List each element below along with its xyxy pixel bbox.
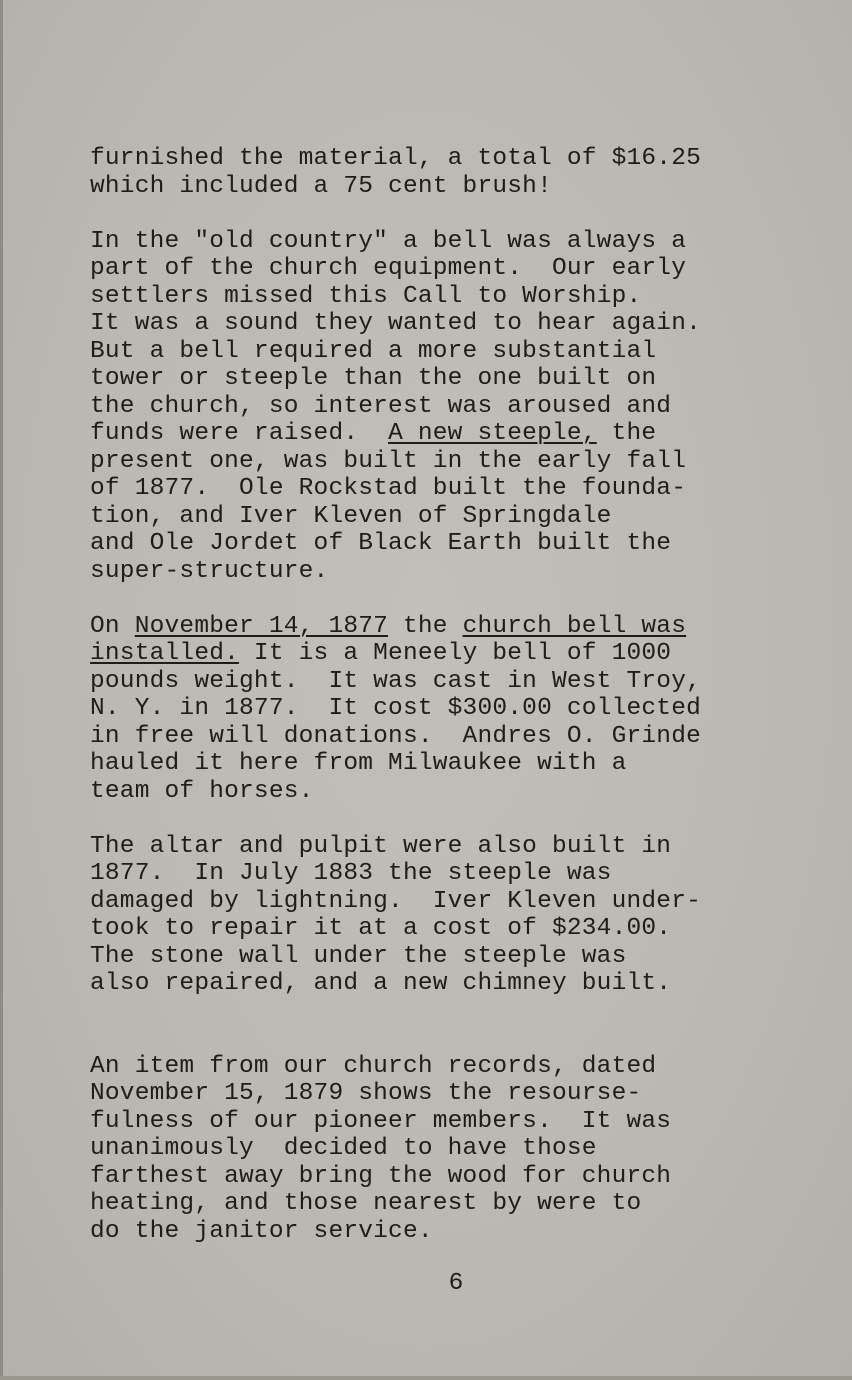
text-line: The altar and pulpit were also built in <box>90 832 672 860</box>
text-line: also repaired, and a new chimney built. <box>90 970 672 997</box>
text-line: and Ole Jordet of Black Earth built the <box>90 530 672 557</box>
text-line: the church, so interest was aroused and <box>90 392 672 420</box>
text-line: part of the church equipment. Our early <box>90 255 687 282</box>
text-line: team of horses. <box>90 777 314 805</box>
page-edge-bottom <box>0 1376 852 1380</box>
text-line: unanimously decided to have those <box>90 1135 597 1162</box>
document-body <box>90 145 790 1273</box>
text-line: farthest away bring the wood for church <box>90 1162 672 1190</box>
text-line <box>90 613 790 641</box>
text-line: furnished the material, a total of $16.25 <box>90 145 701 172</box>
paragraph-4 <box>90 833 790 998</box>
text-line: tion, and Iver Kleven of Springdale <box>90 502 612 530</box>
text-line: An item from our church records, dated <box>90 1052 657 1080</box>
text-segment: the <box>388 612 463 640</box>
paragraph-1 <box>90 145 790 200</box>
text-line: super-structure. <box>90 557 329 585</box>
text-line: 1877. In July 1883 the steeple was <box>90 860 612 887</box>
text-line: settlers missed this Call to Worship. <box>90 282 642 310</box>
text-line: But a bell required a more substantial <box>90 337 657 365</box>
text-line: do the janitor service. <box>90 1217 433 1245</box>
text-line: in free will donations. Andres O. Grinde <box>90 722 701 750</box>
text-line: In the "old country" a bell was always a <box>90 227 687 255</box>
text-line: tower or steeple than the one built on <box>90 365 657 392</box>
text-line: November 15, 1879 shows the resourse- <box>90 1080 642 1107</box>
underlined-phrase: church bell was <box>462 612 687 640</box>
text-line: It was a sound they wanted to hear again. <box>90 310 701 337</box>
underlined-phrase: November 14, 1877 <box>134 612 389 640</box>
text-segment: funds were raised. <box>90 420 359 447</box>
text-line: N. Y. in 1877. It cost $300.00 collected <box>90 695 701 722</box>
page-number: 6 <box>448 1270 464 1297</box>
text-line: which included a 75 cent brush! <box>90 172 552 200</box>
text-line: took to repair it at a cost of $234.00. <box>90 915 672 942</box>
underlined-phrase: installed. <box>90 640 240 667</box>
text-line: damaged by lightning. Iver Kleven under- <box>90 887 701 915</box>
text-line: hauled it here from Milwaukee with a <box>90 750 627 777</box>
paragraph-2 <box>90 228 790 586</box>
text-line: heating, and those nearest by were to <box>90 1190 642 1217</box>
text-line: present one, was built in the early fall <box>90 447 687 475</box>
underlined-phrase: A new steeple, <box>388 420 597 447</box>
text-line: The stone wall under the steeple was <box>90 942 627 970</box>
page-edge-left <box>0 0 3 1380</box>
text-line <box>90 640 790 668</box>
text-segment: It is a Meneely bell of 1000 <box>239 640 672 667</box>
text-line: of 1877. Ole Rockstad built the founda- <box>90 475 687 502</box>
text-segment: the <box>596 420 657 447</box>
text-line: fulness of our pioneer members. It was <box>90 1107 672 1135</box>
paragraph-5 <box>90 1053 790 1246</box>
text-segment: On <box>90 612 135 640</box>
paragraph-3 <box>90 613 790 806</box>
text-line: pounds weight. It was cast in West Troy, <box>90 667 701 695</box>
text-line <box>90 420 790 448</box>
